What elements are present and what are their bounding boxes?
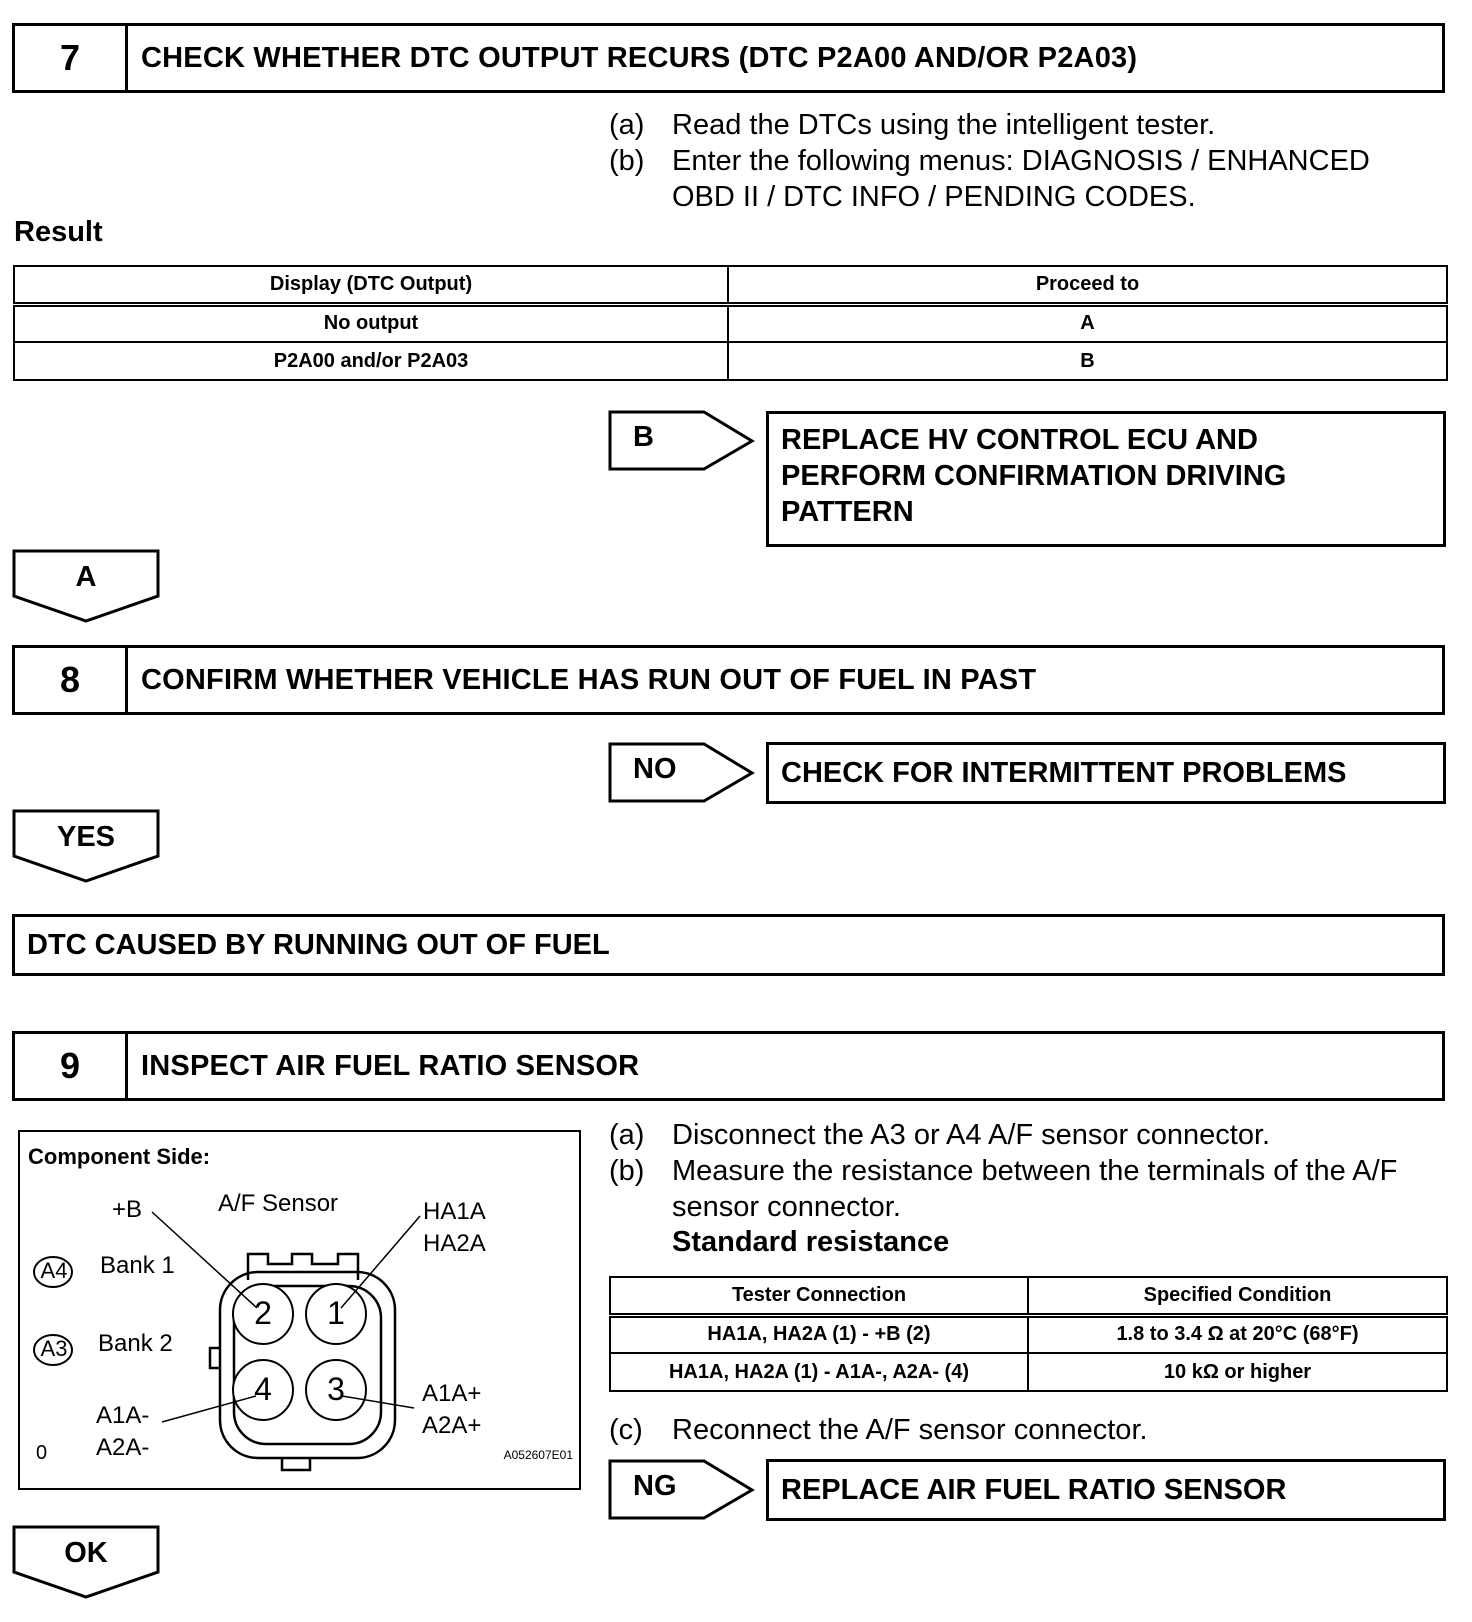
branch-label: NO [633, 753, 677, 785]
ha2a-label: HA2A [423, 1230, 486, 1257]
pin-4-number: 4 [254, 1371, 272, 1407]
table-cell: HA1A, HA2A (1) - A1A-, A2A- (4) [610, 1353, 1028, 1391]
action-text: PERFORM CONFIRMATION DRIVING [781, 460, 1287, 492]
step-title: CHECK WHETHER DTC OUTPUT RECURS (DTC P2A00 AND/OR P2A03) [141, 41, 1138, 74]
instruction-c [609, 1412, 1449, 1448]
action-text: REPLACE HV CONTROL ECU AND [781, 424, 1258, 456]
conclusion-box [12, 914, 1445, 976]
corner-mark: 0 [36, 1442, 48, 1464]
instruction-text-cont: OBD II / DTC INFO / PENDING CODES. [672, 181, 1196, 213]
action-box [766, 1459, 1446, 1521]
conclusion-text: DTC CAUSED BY RUNNING OUT OF FUEL [27, 928, 610, 961]
step-number: 7 [15, 26, 128, 90]
bank2-label: Bank 2 [98, 1330, 173, 1357]
plus-b-label: +B [112, 1196, 143, 1223]
continue-label: A [75, 561, 97, 593]
continue-label: YES [56, 821, 116, 853]
action-box [766, 411, 1446, 547]
instruction-text: Reconnect the A/F sensor connector. [672, 1414, 1148, 1446]
table-cell: A [728, 304, 1447, 342]
pin-2-number: 2 [254, 1295, 272, 1331]
continue-label: OK [64, 1537, 108, 1569]
action-text: PATTERN [781, 496, 914, 528]
pin-1-number: 1 [327, 1295, 345, 1331]
figure-heading: Component Side: [28, 1144, 211, 1169]
branch-arrow [608, 1459, 756, 1521]
a2a-plus-label: A2A+ [422, 1412, 482, 1439]
column-header: Specified Condition [1028, 1277, 1447, 1315]
connector-body [210, 1254, 395, 1470]
ha1a-label: HA1A [423, 1198, 486, 1225]
step-title: CONFIRM WHETHER VEHICLE HAS RUN OUT OF FUEL IN PAST [141, 663, 1037, 696]
table-cell: 1.8 to 3.4 Ω at 20°C (68°F) [1028, 1315, 1447, 1353]
instruction-text: Disconnect the A3 or A4 A/F sensor connector. [672, 1119, 1271, 1151]
action-box [766, 742, 1446, 804]
pin-3-number: 3 [327, 1371, 345, 1407]
instruction-b [609, 143, 1429, 215]
standard-heading: Standard resistance [672, 1226, 950, 1258]
table-cell: HA1A, HA2A (1) - +B (2) [610, 1315, 1028, 1353]
instruction-text: Read the DTCs using the intelligent tester. [672, 109, 1216, 141]
instruction-label: (a) [609, 109, 645, 141]
instruction-text-cont: sensor connector. [672, 1191, 901, 1223]
action-text: CHECK FOR INTERMITTENT PROBLEMS [781, 757, 1347, 789]
branch-arrow [608, 410, 756, 472]
table-cell: No output [14, 304, 728, 342]
resistance-table [609, 1276, 1448, 1392]
a4-badge: A4 [40, 1258, 68, 1283]
instruction-b [609, 1153, 1449, 1225]
instruction-a [609, 107, 1429, 143]
step-number: 9 [15, 1034, 128, 1098]
step-7-header [12, 23, 1445, 93]
instruction-label: (b) [609, 145, 645, 177]
branch-label: B [633, 421, 654, 453]
instruction-label: (a) [609, 1119, 645, 1151]
figure-code: A052607E01 [503, 1448, 573, 1462]
action-text: REPLACE AIR FUEL RATIO SENSOR [781, 1474, 1287, 1506]
step-title: INSPECT AIR FUEL RATIO SENSOR [141, 1049, 640, 1082]
instruction-text: Enter the following menus: DIAGNOSIS / ENHANCED [672, 145, 1370, 177]
table-cell: B [728, 342, 1447, 380]
result-heading: Result [14, 216, 103, 248]
connector-figure [18, 1130, 581, 1490]
step-9-header [12, 1031, 1445, 1101]
a2a-minus-label: A2A- [96, 1434, 150, 1461]
a1a-minus-label: A1A- [96, 1402, 150, 1429]
table-cell: P2A00 and/or P2A03 [14, 342, 728, 380]
step-number: 8 [15, 648, 128, 712]
bank1-label: Bank 1 [100, 1252, 175, 1279]
a3-badge: A3 [40, 1336, 68, 1361]
branch-arrow [608, 742, 756, 804]
branch-label: NG [633, 1470, 677, 1502]
instruction-label: (b) [609, 1155, 645, 1187]
result-table [13, 265, 1448, 381]
a1a-plus-label: A1A+ [422, 1380, 482, 1407]
column-header: Display (DTC Output) [14, 266, 728, 304]
instruction-a [609, 1117, 1449, 1153]
column-header: Proceed to [728, 266, 1447, 304]
sensor-label: A/F Sensor [218, 1190, 339, 1217]
step-8-header [12, 645, 1445, 715]
table-cell: 10 kΩ or higher [1028, 1353, 1447, 1391]
instruction-text: Measure the resistance between the terminals of the A/F [672, 1155, 1398, 1187]
column-header: Tester Connection [610, 1277, 1028, 1315]
instruction-label: (c) [609, 1414, 643, 1446]
